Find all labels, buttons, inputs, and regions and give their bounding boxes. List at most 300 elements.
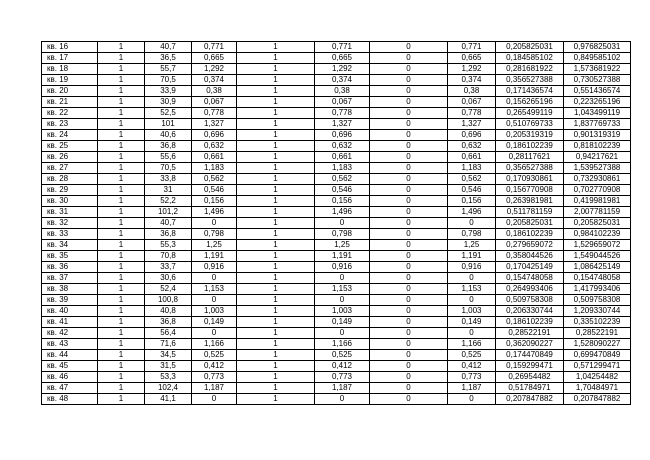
value-cell: 1,327 <box>192 119 237 130</box>
value-cell: 0 <box>370 119 448 130</box>
value-cell: 0,771 <box>315 42 370 53</box>
value-cell: 0,509758308 <box>496 295 564 306</box>
value-cell: 30,9 <box>145 97 192 108</box>
value-cell: 40,7 <box>145 218 192 229</box>
value-cell: 1,153 <box>448 284 496 295</box>
value-cell: 1 <box>98 196 145 207</box>
value-cell: 0,661 <box>448 152 496 163</box>
table-row <box>42 262 631 273</box>
value-cell: 52,2 <box>145 196 192 207</box>
value-cell: 1 <box>98 273 145 284</box>
value-cell: 0 <box>370 130 448 141</box>
value-cell: 0,771 <box>192 42 237 53</box>
value-cell: 0,156 <box>315 196 370 207</box>
value-cell: 1,043499119 <box>564 108 631 119</box>
value-cell: 1 <box>98 141 145 152</box>
value-cell: 1,191 <box>315 251 370 262</box>
value-cell: 0 <box>370 97 448 108</box>
value-cell: 31 <box>145 185 192 196</box>
table-row <box>42 383 631 394</box>
value-cell: 0,207847882 <box>496 394 564 405</box>
value-cell: 1,183 <box>192 163 237 174</box>
apartment-label-cell: кв. 40 <box>42 306 98 317</box>
value-cell: 0,186102239 <box>496 317 564 328</box>
value-cell: 33,8 <box>145 174 192 185</box>
value-cell: 0 <box>192 273 237 284</box>
value-cell: 0,525 <box>448 350 496 361</box>
value-cell: 0,661 <box>192 152 237 163</box>
value-cell: 0 <box>370 240 448 251</box>
value-cell: 1 <box>98 86 145 97</box>
table-row <box>42 295 631 306</box>
value-cell: 0 <box>370 163 448 174</box>
value-cell: 0 <box>370 295 448 306</box>
value-cell: 0 <box>370 152 448 163</box>
value-cell: 0,28522191 <box>564 328 631 339</box>
table-row <box>42 174 631 185</box>
table-row <box>42 339 631 350</box>
value-cell: 1 <box>98 130 145 141</box>
value-cell: 0,38 <box>315 86 370 97</box>
table-row <box>42 273 631 284</box>
value-cell: 1 <box>98 251 145 262</box>
value-cell: 1 <box>98 394 145 405</box>
value-cell: 0,186102239 <box>496 141 564 152</box>
value-cell: 1 <box>98 372 145 383</box>
value-cell: 0 <box>315 218 370 229</box>
value-cell: 1,183 <box>315 163 370 174</box>
value-cell: 1,04254482 <box>564 372 631 383</box>
value-cell: 0,412 <box>315 361 370 372</box>
table-row <box>42 119 631 130</box>
value-cell: 0,264993406 <box>496 284 564 295</box>
value-cell: 0 <box>370 86 448 97</box>
value-cell: 0,798 <box>192 229 237 240</box>
table-row <box>42 42 631 53</box>
value-cell: 0,699470849 <box>564 350 631 361</box>
value-cell: 0,632 <box>315 141 370 152</box>
apartment-label-cell: кв. 34 <box>42 240 98 251</box>
value-cell: 0,665 <box>448 53 496 64</box>
value-cell: 0,696 <box>192 130 237 141</box>
value-cell: 0,773 <box>448 372 496 383</box>
value-cell: 0,171436574 <box>496 86 564 97</box>
value-cell: 0,732930861 <box>564 174 631 185</box>
value-cell: 1 <box>237 306 315 317</box>
value-cell: 101 <box>145 119 192 130</box>
value-cell: 1 <box>237 240 315 251</box>
value-cell: 1 <box>237 207 315 218</box>
apartment-label-cell: кв. 45 <box>42 361 98 372</box>
value-cell: 0,28522191 <box>496 328 564 339</box>
value-cell: 0 <box>370 306 448 317</box>
value-cell: 1,25 <box>315 240 370 251</box>
value-cell: 1,086425149 <box>564 262 631 273</box>
table-row <box>42 163 631 174</box>
value-cell: 0 <box>370 350 448 361</box>
value-cell: 0 <box>448 295 496 306</box>
value-cell: 1,187 <box>448 383 496 394</box>
value-cell: 0,562 <box>315 174 370 185</box>
value-cell: 0,374 <box>192 75 237 86</box>
value-cell: 0,665 <box>192 53 237 64</box>
value-cell: 1,153 <box>315 284 370 295</box>
value-cell: 0,773 <box>192 372 237 383</box>
value-cell: 1 <box>98 152 145 163</box>
value-cell: 101,2 <box>145 207 192 218</box>
value-cell: 0 <box>370 196 448 207</box>
table-row <box>42 185 631 196</box>
value-cell: 1 <box>237 196 315 207</box>
value-cell: 0,525 <box>192 350 237 361</box>
value-cell: 0,28117621 <box>496 152 564 163</box>
table-row <box>42 53 631 64</box>
value-cell: 102,4 <box>145 383 192 394</box>
value-cell: 1,166 <box>192 339 237 350</box>
value-cell: 55,6 <box>145 152 192 163</box>
value-cell: 1 <box>98 163 145 174</box>
apartment-label-cell: кв. 28 <box>42 174 98 185</box>
value-cell: 0,509758308 <box>564 295 631 306</box>
value-cell: 0,205825031 <box>564 218 631 229</box>
value-cell: 1 <box>98 317 145 328</box>
value-cell: 0,067 <box>448 97 496 108</box>
value-cell: 1 <box>237 75 315 86</box>
value-cell: 1 <box>237 251 315 262</box>
value-cell: 0,26954482 <box>496 372 564 383</box>
table-row <box>42 86 631 97</box>
value-cell: 0 <box>370 372 448 383</box>
apartment-label-cell: кв. 47 <box>42 383 98 394</box>
value-cell: 0,159299471 <box>496 361 564 372</box>
table-row <box>42 240 631 251</box>
value-cell: 1,327 <box>448 119 496 130</box>
value-cell: 0 <box>370 64 448 75</box>
apartment-label-cell: кв. 20 <box>42 86 98 97</box>
apartment-label-cell: кв. 36 <box>42 262 98 273</box>
value-cell: 0,156265196 <box>496 97 564 108</box>
value-cell: 0 <box>448 218 496 229</box>
apartment-label-cell: кв. 25 <box>42 141 98 152</box>
value-cell: 1 <box>237 163 315 174</box>
value-cell: 1,003 <box>448 306 496 317</box>
value-cell: 0,335102239 <box>564 317 631 328</box>
value-cell: 1 <box>98 306 145 317</box>
value-cell: 0 <box>370 383 448 394</box>
value-cell: 1,529659072 <box>564 240 631 251</box>
apartment-label-cell: кв. 19 <box>42 75 98 86</box>
value-cell: 0 <box>370 207 448 218</box>
value-cell: 0 <box>370 361 448 372</box>
value-cell: 0 <box>315 328 370 339</box>
table-row <box>42 251 631 262</box>
value-cell: 1,003 <box>192 306 237 317</box>
value-cell: 33,7 <box>145 262 192 273</box>
value-cell: 0 <box>370 262 448 273</box>
value-cell: 1,496 <box>315 207 370 218</box>
value-cell: 0,562 <box>448 174 496 185</box>
value-cell: 1,166 <box>315 339 370 350</box>
value-cell: 0,205319319 <box>496 130 564 141</box>
apartment-label-cell: кв. 48 <box>42 394 98 405</box>
value-cell: 1 <box>98 229 145 240</box>
value-cell: 0 <box>370 75 448 86</box>
value-cell: 0,984102239 <box>564 229 631 240</box>
value-cell: 36,8 <box>145 317 192 328</box>
value-cell: 36,8 <box>145 141 192 152</box>
value-cell: 0,412 <box>192 361 237 372</box>
value-cell: 1,191 <box>448 251 496 262</box>
value-cell: 2,007781159 <box>564 207 631 218</box>
value-cell: 1 <box>237 119 315 130</box>
value-cell: 0,207847882 <box>564 394 631 405</box>
value-cell: 0,38 <box>448 86 496 97</box>
value-cell: 31,5 <box>145 361 192 372</box>
value-cell: 0,149 <box>315 317 370 328</box>
value-cell: 1,183 <box>448 163 496 174</box>
value-cell: 0 <box>370 141 448 152</box>
value-cell: 0,771 <box>448 42 496 53</box>
apartment-data-table <box>41 41 631 405</box>
value-cell: 0,525 <box>315 350 370 361</box>
apartment-label-cell: кв. 33 <box>42 229 98 240</box>
value-cell: 0,154748058 <box>496 273 564 284</box>
value-cell: 1 <box>237 317 315 328</box>
value-cell: 1 <box>237 394 315 405</box>
value-cell: 0,358044526 <box>496 251 564 262</box>
value-cell: 0 <box>448 394 496 405</box>
value-cell: 55,7 <box>145 64 192 75</box>
value-cell: 0,419981981 <box>564 196 631 207</box>
value-cell: 1,25 <box>448 240 496 251</box>
value-cell: 0,279659072 <box>496 240 564 251</box>
value-cell: 70,5 <box>145 75 192 86</box>
value-cell: 0,149 <box>192 317 237 328</box>
table-row <box>42 152 631 163</box>
value-cell: 1 <box>237 295 315 306</box>
value-cell: 0 <box>192 218 237 229</box>
value-cell: 0,562 <box>192 174 237 185</box>
value-cell: 52,5 <box>145 108 192 119</box>
value-cell: 0 <box>370 284 448 295</box>
value-cell: 0,901319319 <box>564 130 631 141</box>
value-cell: 0,205825031 <box>496 218 564 229</box>
value-cell: 52,4 <box>145 284 192 295</box>
value-cell: 0,546 <box>448 185 496 196</box>
value-cell: 0,156 <box>192 196 237 207</box>
value-cell: 34,5 <box>145 350 192 361</box>
apartment-label-cell: кв. 44 <box>42 350 98 361</box>
value-cell: 1 <box>98 295 145 306</box>
value-cell: 33,9 <box>145 86 192 97</box>
table-row <box>42 394 631 405</box>
value-cell: 0,696 <box>448 130 496 141</box>
value-cell: 1 <box>237 141 315 152</box>
value-cell: 1,292 <box>192 64 237 75</box>
value-cell: 1 <box>98 350 145 361</box>
value-cell: 0,778 <box>192 108 237 119</box>
value-cell: 0,818102239 <box>564 141 631 152</box>
value-cell: 0,632 <box>192 141 237 152</box>
apartment-label-cell: кв. 26 <box>42 152 98 163</box>
value-cell: 40,8 <box>145 306 192 317</box>
value-cell: 0 <box>370 218 448 229</box>
value-cell: 0,571299471 <box>564 361 631 372</box>
value-cell: 1 <box>98 339 145 350</box>
table-row <box>42 97 631 108</box>
value-cell: 1 <box>237 218 315 229</box>
value-cell: 1 <box>98 262 145 273</box>
apartment-label-cell: кв. 27 <box>42 163 98 174</box>
value-cell: 1,187 <box>315 383 370 394</box>
value-cell: 0,51784971 <box>496 383 564 394</box>
value-cell: 0,38 <box>192 86 237 97</box>
value-cell: 0 <box>315 394 370 405</box>
value-cell: 36,8 <box>145 229 192 240</box>
value-cell: 0,206330744 <box>496 306 564 317</box>
value-cell: 1 <box>98 64 145 75</box>
apartment-label-cell: кв. 39 <box>42 295 98 306</box>
value-cell: 0 <box>315 295 370 306</box>
value-cell: 0 <box>448 328 496 339</box>
table-row <box>42 207 631 218</box>
value-cell: 0,356527388 <box>496 75 564 86</box>
apartment-label-cell: кв. 35 <box>42 251 98 262</box>
value-cell: 0,916 <box>315 262 370 273</box>
table-row <box>42 218 631 229</box>
value-cell: 1 <box>237 53 315 64</box>
apartment-label-cell: кв. 42 <box>42 328 98 339</box>
table-row <box>42 196 631 207</box>
value-cell: 1,837769733 <box>564 119 631 130</box>
table-row <box>42 361 631 372</box>
value-cell: 0 <box>192 394 237 405</box>
value-cell: 0,773 <box>315 372 370 383</box>
value-cell: 1 <box>98 218 145 229</box>
value-cell: 1 <box>237 273 315 284</box>
value-cell: 0,546 <box>315 185 370 196</box>
value-cell: 0 <box>370 42 448 53</box>
apartment-label-cell: кв. 21 <box>42 97 98 108</box>
value-cell: 0,149 <box>448 317 496 328</box>
value-cell: 0,661 <box>315 152 370 163</box>
value-cell: 0,174470849 <box>496 350 564 361</box>
value-cell: 0,412 <box>448 361 496 372</box>
value-cell: 1 <box>237 97 315 108</box>
value-cell: 0,551436574 <box>564 86 631 97</box>
value-cell: 1,573681922 <box>564 64 631 75</box>
value-cell: 0,356527388 <box>496 163 564 174</box>
apartment-label-cell: кв. 17 <box>42 53 98 64</box>
value-cell: 1,166 <box>448 339 496 350</box>
value-cell: 0,730527388 <box>564 75 631 86</box>
apartment-label-cell: кв. 43 <box>42 339 98 350</box>
value-cell: 70,5 <box>145 163 192 174</box>
value-cell: 1,528090227 <box>564 339 631 350</box>
value-cell: 0 <box>370 108 448 119</box>
value-cell: 1 <box>98 185 145 196</box>
table-row <box>42 372 631 383</box>
value-cell: 0,281681922 <box>496 64 564 75</box>
value-cell: 0 <box>370 229 448 240</box>
value-cell: 0,205825031 <box>496 42 564 53</box>
value-cell: 1 <box>98 53 145 64</box>
value-cell: 1,417993406 <box>564 284 631 295</box>
value-cell: 0,976825031 <box>564 42 631 53</box>
value-cell: 1 <box>237 108 315 119</box>
apartment-label-cell: кв. 22 <box>42 108 98 119</box>
value-cell: 1 <box>237 328 315 339</box>
value-cell: 0,156 <box>448 196 496 207</box>
table-row <box>42 317 631 328</box>
value-cell: 1,191 <box>192 251 237 262</box>
value-cell: 1,209330744 <box>564 306 631 317</box>
value-cell: 1 <box>98 207 145 218</box>
value-cell: 1,549044526 <box>564 251 631 262</box>
value-cell: 0,778 <box>315 108 370 119</box>
value-cell: 0 <box>370 185 448 196</box>
value-cell: 0,665 <box>315 53 370 64</box>
value-cell: 0 <box>370 273 448 284</box>
value-cell: 0,798 <box>448 229 496 240</box>
value-cell: 0,067 <box>315 97 370 108</box>
value-cell: 30,6 <box>145 273 192 284</box>
value-cell: 0,263981981 <box>496 196 564 207</box>
value-cell: 0,916 <box>448 262 496 273</box>
value-cell: 55,3 <box>145 240 192 251</box>
apartment-label-cell: кв. 37 <box>42 273 98 284</box>
value-cell: 1 <box>98 361 145 372</box>
value-cell: 1 <box>237 284 315 295</box>
value-cell: 0 <box>370 174 448 185</box>
value-cell: 1,292 <box>448 64 496 75</box>
value-cell: 1,496 <box>448 207 496 218</box>
value-cell: 1,539527388 <box>564 163 631 174</box>
value-cell: 0 <box>370 328 448 339</box>
value-cell: 1 <box>237 383 315 394</box>
value-cell: 0,511781159 <box>496 207 564 218</box>
value-cell: 56,4 <box>145 328 192 339</box>
value-cell: 36,5 <box>145 53 192 64</box>
table-row <box>42 328 631 339</box>
value-cell: 71,6 <box>145 339 192 350</box>
value-cell: 1 <box>98 284 145 295</box>
table-row <box>42 141 631 152</box>
table-row <box>42 306 631 317</box>
value-cell: 1,292 <box>315 64 370 75</box>
value-cell: 0,798 <box>315 229 370 240</box>
apartment-label-cell: кв. 29 <box>42 185 98 196</box>
value-cell: 0 <box>192 328 237 339</box>
value-cell: 0,154748058 <box>564 273 631 284</box>
value-cell: 0,849585102 <box>564 53 631 64</box>
value-cell: 1 <box>237 229 315 240</box>
table-row <box>42 130 631 141</box>
value-cell: 1 <box>237 262 315 273</box>
value-cell: 0,170425149 <box>496 262 564 273</box>
table-row <box>42 350 631 361</box>
value-cell: 0,778 <box>448 108 496 119</box>
value-cell: 0 <box>370 339 448 350</box>
value-cell: 0,510769733 <box>496 119 564 130</box>
value-cell: 1 <box>237 152 315 163</box>
apartment-label-cell: кв. 24 <box>42 130 98 141</box>
table-row <box>42 284 631 295</box>
value-cell: 0 <box>315 273 370 284</box>
table-row <box>42 75 631 86</box>
table-row <box>42 64 631 75</box>
value-cell: 0,067 <box>192 97 237 108</box>
